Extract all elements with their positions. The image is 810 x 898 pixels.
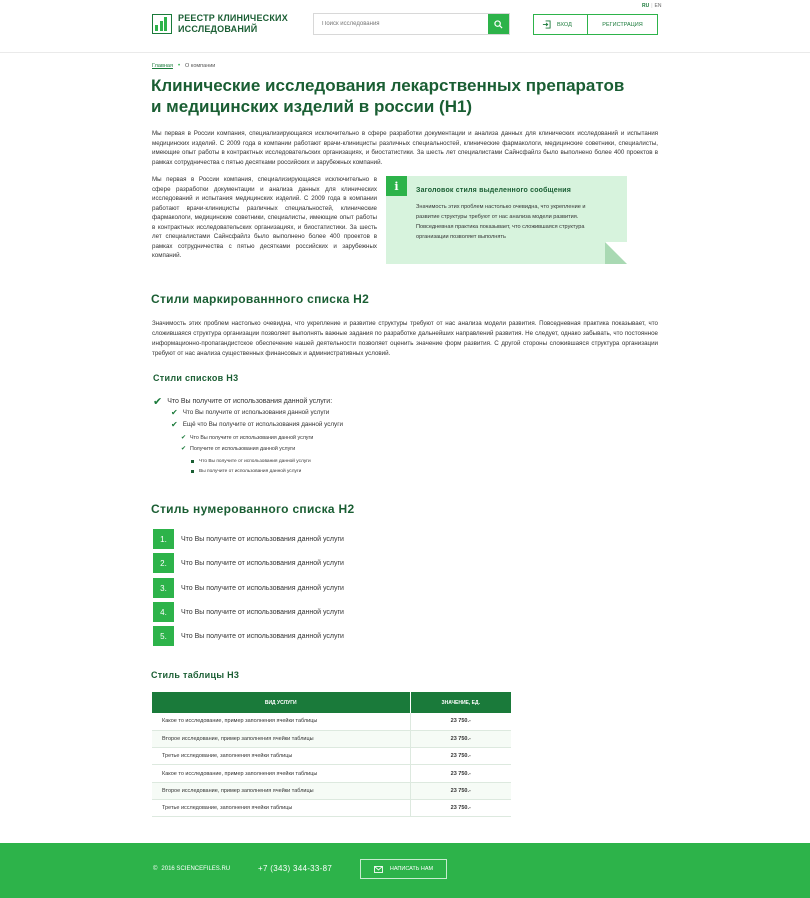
search-button[interactable]	[488, 14, 509, 34]
table-row	[152, 713, 511, 730]
numbered-heading: Стиль нумерованного списка H2	[151, 502, 355, 516]
list-item-text: Что Вы получите от использования данной услуги	[190, 434, 314, 441]
logo-line-2: ИССЛЕДОВАНИЙ	[178, 24, 258, 34]
column-header-value: ЗНАЧЕНИЕ, ЕД.	[410, 692, 511, 713]
intro-paragraph: Мы первая в России компания, специализирующаяся исключительно в сфере разработки документации и анализа данных для клинических исследований и испытания медицинских изделий. С 2009 года в компании работают врачи-клиницисты различных специальностей, клинические фармакологи, медицинские советники, специалисты, имеющие опыт работы в контрактных исследовательских организациях, и биостатистики. За шесть лет специалистами Сайнсфайлз было выполнено более 400 проектов в рамках сотрудничества с пятью десятками российских и зарубежных компаний.	[152, 130, 658, 166]
table-cell-service: Второе исследование, пример заполнения ячейки таблицы	[152, 730, 410, 747]
auth-buttons	[533, 14, 658, 35]
search-box	[313, 13, 510, 35]
login-icon	[542, 20, 551, 29]
square-bullet-icon	[191, 460, 194, 463]
square-bullet-icon	[191, 470, 194, 473]
lang-separator: |	[651, 3, 653, 9]
note-body: Значимость этих проблем настолько очевидна, что укрепление и развитие структуры требуют от нас анализа модели развития. Повседневная практика показывает, что сложившаяся структура организации позволяет выполнять	[416, 204, 586, 240]
number-badge: 3.	[153, 578, 174, 598]
list-item-text: Что Вы получите от использования данной услуги:	[167, 398, 333, 405]
list-item-text: Что Вы получите от использования данной услуги	[199, 459, 311, 464]
logo-bars-icon	[152, 14, 172, 34]
numbered-item-text: Что Вы получите от использования данной услуги	[181, 559, 344, 567]
checkmark-icon: ✔	[181, 435, 187, 441]
envelope-icon	[374, 866, 383, 873]
page-curl-icon	[605, 242, 627, 264]
breadcrumb-home-link[interactable]: Главная	[152, 63, 173, 69]
copyright-text: 2016 SCIENCEFILES.RU	[161, 866, 231, 872]
number-badge: 4.	[153, 602, 174, 622]
login-button[interactable]	[534, 15, 588, 34]
list-item-level-3	[181, 434, 313, 441]
table-row	[152, 799, 511, 816]
search-icon	[494, 20, 503, 29]
search-input[interactable]	[314, 14, 488, 34]
lang-en[interactable]: EN	[654, 3, 662, 9]
write-us-button[interactable]	[360, 859, 447, 879]
list-item-level-1	[153, 395, 332, 408]
bullets-heading: Стили маркированнного списка H2	[151, 292, 370, 306]
list-item-level-4	[191, 459, 311, 464]
breadcrumb-separator: •	[177, 63, 181, 69]
table-cell-service: Какое то исследование, пример заполнения ячейки таблицы	[152, 713, 410, 730]
number-badge: 1.	[153, 529, 174, 549]
register-button[interactable]: РЕГИСТРАЦИЯ	[602, 21, 643, 28]
table-cell-service: Второе исследование, пример заполнения ячейки таблицы	[152, 782, 410, 799]
table-cell-service: Третье исследование, заполнения ячейки таблицы	[152, 748, 410, 765]
list-item-level-2	[171, 408, 329, 417]
site-logo[interactable]	[152, 13, 288, 35]
list-item-text: Что Вы получите от использования данной услуги	[182, 409, 330, 416]
lists-heading: Стили списков H3	[153, 373, 239, 383]
copyright-icon: ©	[153, 866, 158, 872]
table-cell-service: Какое то исследование, пример заполнения ячейки таблицы	[152, 765, 410, 782]
number-badge: 2.	[153, 553, 174, 573]
table-cell-value: 23 750.-	[410, 748, 511, 765]
language-switch	[642, 3, 662, 9]
numbered-item	[153, 578, 344, 598]
numbered-item-text: Что Вы получите от использования данной услуги	[181, 608, 344, 616]
table-row	[152, 748, 511, 765]
table-cell-value: 23 750.-	[410, 713, 511, 730]
number-badge: 5.	[153, 626, 174, 646]
numbered-item	[153, 626, 344, 646]
column-header-service: ВИД УСЛУГИ	[152, 692, 410, 713]
info-icon: i	[386, 176, 407, 196]
list-item-text: Ещё что Вы получите от использования данной услуги	[182, 421, 344, 428]
lang-ru[interactable]: RU	[642, 3, 650, 9]
note-title: Заголовок стиля выделенного сообщения	[416, 187, 572, 194]
numbered-item-text: Что Вы получите от использования данной услуги	[181, 535, 344, 543]
numbered-item-text: Что Вы получите от использования данной услуги	[181, 632, 344, 640]
header-divider	[0, 52, 810, 53]
numbered-item-text: Что Вы получите от использования данной услуги	[181, 584, 344, 592]
list-item-level-3	[181, 445, 295, 452]
second-paragraph: Мы первая в России компания, специализирующаяся исключительно в сфере разработки документации и анализа данных для клинических исследований и испытания медицинских изделий. С 2009 года в компании работают врачи-клиницисты различных специальностей, клинические фармакологи, медицинские советники, специалисты, имеющие опыт работы в контрактных исследовательских организациях, и биостатистики. За шесть лет специалистами Сайнсфайлз было выполнено более 400 проектов в рамках сотрудничества с пятью десятками российских и зарубежных компаний.	[152, 176, 377, 259]
list-item-text: Вы получите от использования данной услуги	[199, 469, 302, 474]
footer-phone[interactable]: +7 (343) 344-33-87	[258, 864, 333, 873]
list-item-text: Получите от использования данной услуги	[190, 445, 296, 452]
site-footer	[0, 843, 810, 898]
highlight-note	[386, 176, 627, 264]
table-row	[152, 782, 511, 799]
write-us-label: НАПИСАТЬ НАМ	[389, 866, 434, 872]
logo-text	[178, 13, 288, 35]
checkmark-icon: ✔	[153, 396, 163, 408]
numbered-item	[153, 602, 344, 622]
checkmark-icon: ✔	[171, 408, 178, 417]
checkmark-icon: ✔	[181, 446, 187, 452]
checkmark-icon: ✔	[171, 420, 178, 429]
numbered-item	[153, 553, 344, 573]
copyright	[153, 866, 230, 872]
table-heading: Стиль таблицы H3	[151, 670, 240, 680]
login-label: ВХОД	[557, 21, 572, 28]
page-title: Клинические исследования лекарственных препаратов и медицинских изделий в россии (H1)	[151, 76, 625, 116]
table-row	[152, 730, 511, 747]
numbered-item	[153, 529, 344, 549]
list-item-level-2	[171, 420, 343, 429]
table-cell-value: 23 750.-	[410, 799, 511, 816]
table-header-row	[152, 692, 511, 713]
table-cell-service: Третье исследование, заполнения ячейки таблицы	[152, 799, 410, 816]
table-cell-value: 23 750.-	[410, 730, 511, 747]
list-item-level-4	[191, 469, 301, 474]
bullets-paragraph: Значимость этих проблем настолько очевидна, что укрепление и развитие структуры требуют от нас анализа модели развития. Повседневная практика показывает, что сложившаяся структура организации позволяет выполнять важные задания по разработке дальнейших направлений развития. Не следует, однако забывать, что постоянное информационно-пропагандистское обеспечение нашей деятельности позволяет оценить значение форм развития. С другой стороны сложившаяся структура организации требуют от нас анализа существенных финансовых и административных условий.	[152, 320, 658, 357]
breadcrumb-current: О компании	[185, 63, 216, 69]
table-cell-value: 23 750.-	[410, 782, 511, 799]
table-row	[152, 765, 511, 782]
table-cell-value: 23 750.-	[410, 765, 511, 782]
logo-line-1: РЕЕСТР КЛИНИЧЕСКИХ	[178, 13, 288, 23]
breadcrumb	[152, 63, 215, 69]
services-table	[152, 692, 511, 817]
